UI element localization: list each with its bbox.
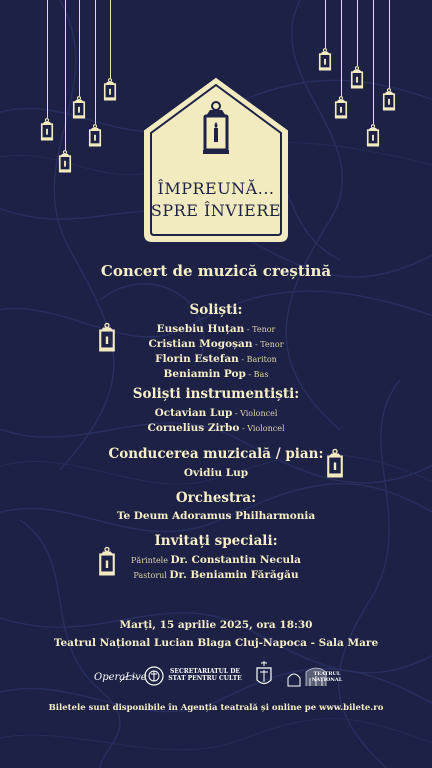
event-logo: [142, 76, 290, 244]
conductor-heading: Conducerea muzicală / pian:: [108, 446, 324, 462]
tickets-info: Biletele sunt disponibile în Agenția teatrală și online pe www.bilete.ro: [48, 703, 384, 713]
national-theatre-logo-text: TEATRUL NAȚIONAL: [311, 671, 343, 683]
event-datetime: Marți, 15 aprilie 2025, ora 18:30: [119, 619, 313, 631]
instrumentalist-role: - Violoncel: [232, 409, 278, 418]
guests-list: [0, 553, 432, 583]
instrumentalist-row: [0, 421, 432, 436]
guest-name: Dr. Beniamin Fărăgău: [169, 569, 299, 581]
lantern-icon: [98, 322, 116, 358]
concert-subtitle: Concert de muzică creștină: [100, 262, 332, 280]
hanging-lantern-icon: [366, 0, 380, 148]
soloist-name: Beniamin Pop: [163, 368, 246, 380]
lantern-icon: [98, 546, 116, 582]
instrumentalist-name: Octavian Lup: [154, 407, 233, 419]
hanging-lantern-icon: [318, 0, 332, 72]
instrumentalist-name: Cornelius Zirbo: [147, 422, 240, 434]
soloist-name: Eusebiu Huțan: [156, 323, 245, 335]
guest-row: [0, 568, 432, 583]
secretariat-logo-text: SECRETARIATUL DE STAT PENTRU CULTE: [168, 668, 242, 682]
soloists-heading: Soliști:: [189, 302, 243, 318]
soloist-name: Florin Estefan: [155, 353, 239, 365]
hanging-lantern-icon: [334, 0, 348, 120]
orchestra-name: Te Deum Adoramus Philharmonia: [116, 510, 316, 522]
soloist-row: [0, 367, 432, 382]
soloists-list: [0, 322, 432, 382]
instrumentalists-list: [0, 406, 432, 436]
hanging-lantern-icon: [103, 0, 117, 102]
instrumentalist-role: - Violoncel: [239, 424, 285, 433]
hanging-lantern-icon: [72, 0, 86, 120]
orchestra-heading: Orchestra:: [175, 490, 257, 506]
soloist-role: - Tenor: [252, 340, 284, 349]
soloist-role: - Bariton: [238, 355, 277, 364]
hanging-lantern-icon: [382, 0, 396, 112]
event-venue: Teatrul Național Lucian Blaga Cluj-Napoca - Sala Mare: [53, 637, 379, 649]
event-title-line2: SPRE ÎNVIERE: [150, 201, 282, 220]
soloist-row: [0, 322, 432, 337]
hanging-lantern-icon: [40, 0, 54, 142]
guest-title: Părintele: [131, 556, 171, 565]
opera-live-logo-text: OperaLive: [94, 672, 147, 683]
guest-name: Dr. Constantin Necula: [170, 554, 301, 566]
guest-row: [0, 553, 432, 568]
church-crest-icon: [253, 660, 275, 688]
secretariat-emblem-icon: [144, 666, 164, 686]
hanging-lantern-icon: [58, 0, 72, 174]
opera-live-logo: [92, 664, 147, 688]
soloist-name: Cristian Mogoșan: [148, 338, 253, 350]
hanging-lantern-icon: [88, 0, 102, 148]
instrumentalists-heading: Soliști instrumentiști:: [132, 386, 300, 402]
conductor-name: Ovidiu Lup: [183, 467, 249, 479]
soloist-role: - Tenor: [244, 325, 276, 334]
event-title-line1: ÎMPREUNĂ...: [157, 179, 275, 198]
guests-heading: Invitați speciali:: [154, 533, 278, 549]
soloist-row: [0, 352, 432, 367]
instrumentalist-row: [0, 406, 432, 421]
soloist-row: [0, 337, 432, 352]
hanging-lantern-icon: [350, 0, 364, 90]
national-theatre-logo: [286, 664, 346, 688]
guest-title: Pastorul: [133, 571, 170, 580]
soloist-role: - Bas: [245, 370, 269, 379]
lantern-icon: [326, 448, 344, 484]
